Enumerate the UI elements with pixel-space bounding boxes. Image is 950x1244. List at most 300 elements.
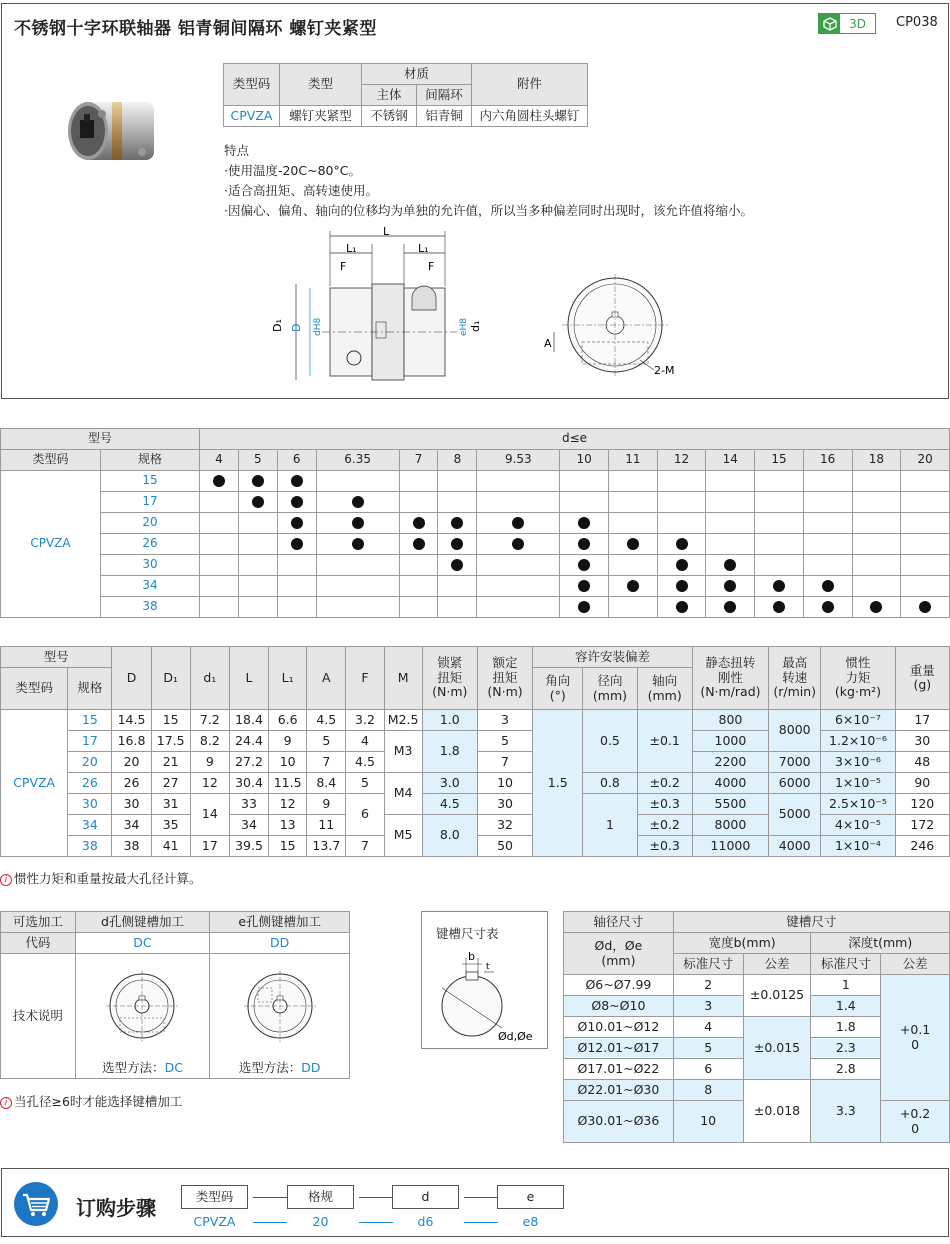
th-tol: 公差 xyxy=(881,954,950,975)
selection-cell xyxy=(438,513,477,534)
spec-size: 17 xyxy=(68,731,112,752)
cube-icon xyxy=(819,14,840,33)
selection-row xyxy=(1,492,950,513)
cell-weight: 30 xyxy=(895,731,949,752)
cell-D: 16.8 xyxy=(112,731,151,752)
selection-row xyxy=(1,597,950,618)
selection-cell xyxy=(560,597,609,618)
cell-D1: 15 xyxy=(151,710,190,731)
sel-dd: DD xyxy=(301,1060,321,1076)
available-dot xyxy=(676,538,688,550)
th-size: 12 xyxy=(657,450,706,471)
cell-D1: 41 xyxy=(151,836,190,857)
cell-D1: 27 xyxy=(151,773,190,794)
th-typecode: 类型码 xyxy=(1,450,101,471)
selection-cell xyxy=(399,576,438,597)
cell-A: 9 xyxy=(307,794,346,815)
selection-cell xyxy=(200,555,239,576)
selection-cell xyxy=(852,555,901,576)
cell-L1: 15 xyxy=(269,836,307,857)
selection-cell xyxy=(609,555,658,576)
body-cell: 不锈钢 xyxy=(362,106,417,127)
page-title: 不锈钢十字环联轴器 铝青铜间隔环 螺钉夹紧型 xyxy=(14,19,377,39)
order-connector xyxy=(359,1222,393,1223)
th-model: 型号 xyxy=(1,429,200,450)
selection-cell xyxy=(803,597,852,618)
cell-L: 34 xyxy=(229,815,268,836)
cell-F: 3.2 xyxy=(346,710,384,731)
dd-keyway-figure xyxy=(240,966,320,1046)
available-dot xyxy=(627,538,639,550)
selection-cell xyxy=(755,534,804,555)
cell-speed: 8000 xyxy=(769,710,821,752)
selection-cell xyxy=(657,513,706,534)
available-dot xyxy=(773,580,785,592)
available-dot xyxy=(213,475,225,487)
cell-d1: 9 xyxy=(190,752,229,773)
order-connector xyxy=(464,1222,498,1223)
cell-t: 2.3 xyxy=(811,1038,881,1059)
cell-A: 11 xyxy=(307,815,346,836)
th-lock-torque: 锁紧 扭矩 (N·m) xyxy=(422,647,477,710)
cell-L: 24.4 xyxy=(229,731,268,752)
cell-shaft: Ø22.01~Ø30 xyxy=(564,1080,674,1101)
selection-cell xyxy=(609,471,658,492)
selection-cell xyxy=(316,492,399,513)
cell-D: 14.5 xyxy=(112,710,151,731)
available-dot xyxy=(822,580,834,592)
selection-cell xyxy=(852,597,901,618)
3d-label: 3D xyxy=(849,16,866,31)
th-rated-torque: 额定 扭矩 (N·m) xyxy=(477,647,532,710)
cell-speed: 5000 xyxy=(769,794,821,836)
selection-cell xyxy=(852,576,901,597)
cell-F: 5 xyxy=(346,773,384,794)
th-size: 14 xyxy=(706,450,755,471)
cell-D1: 35 xyxy=(151,815,190,836)
selection-cell xyxy=(657,597,706,618)
selection-cell xyxy=(901,597,950,618)
type-table xyxy=(223,63,588,127)
cell-stiffness: 5500 xyxy=(692,794,768,815)
order-step-spec: 格规 xyxy=(287,1185,354,1209)
dim-A: A xyxy=(544,337,552,350)
cell-radial: 1 xyxy=(583,794,637,857)
selection-cell xyxy=(399,597,438,618)
order-step-typecode: 类型码 xyxy=(181,1185,248,1209)
available-dot xyxy=(451,517,463,529)
order-value-spec: 20 xyxy=(312,1214,329,1229)
cell-L1: 9 xyxy=(269,731,307,752)
selection-row xyxy=(1,471,950,492)
info-icon: i xyxy=(0,874,12,886)
th-tol: 公差 xyxy=(743,954,811,975)
available-dot xyxy=(822,601,834,613)
cell-L1: 13 xyxy=(269,815,307,836)
cell-lock: 1.8 xyxy=(422,731,477,773)
cell-D: 30 xyxy=(112,794,151,815)
selection-cell xyxy=(277,513,316,534)
cell-F: 4.5 xyxy=(346,752,384,773)
end-view-drawing xyxy=(540,270,690,385)
available-dot xyxy=(676,559,688,571)
selection-cell xyxy=(609,513,658,534)
selection-cell xyxy=(657,555,706,576)
cell-weight: 17 xyxy=(895,710,949,731)
cell-D1: 21 xyxy=(151,752,190,773)
spec-table xyxy=(0,646,950,857)
3d-model-button[interactable] xyxy=(818,13,876,34)
cell-b: 2 xyxy=(673,975,743,996)
th-keyway: 键槽尺寸 xyxy=(673,912,949,933)
th-typecode: 类型码 xyxy=(1,668,68,710)
th-max-speed: 最高 转速 (r/min) xyxy=(769,647,821,710)
dim-L1-right: L₁ xyxy=(418,242,429,255)
size-selection-table xyxy=(0,428,950,618)
selection-cell xyxy=(477,492,560,513)
selection-cell xyxy=(706,597,755,618)
selection-row xyxy=(1,513,950,534)
cell-stiffness: 11000 xyxy=(692,836,768,857)
available-dot xyxy=(578,559,590,571)
selection-cell xyxy=(755,576,804,597)
selection-cell xyxy=(706,471,755,492)
keyway-figure xyxy=(432,948,542,1044)
dc-keyway-figure xyxy=(102,966,182,1046)
cell-shaft: Ø17.01~Ø22 xyxy=(564,1059,674,1080)
th-std: 标准尺寸 xyxy=(811,954,881,975)
cell-D: 38 xyxy=(112,836,151,857)
available-dot xyxy=(291,475,303,487)
dim-de: Ød,Øe xyxy=(498,1030,533,1043)
selection-cell xyxy=(901,471,950,492)
selection-cell xyxy=(316,555,399,576)
spacer-cell: 铝青铜 xyxy=(417,106,472,127)
sel-label: 选型方法： xyxy=(102,1060,165,1076)
th-F: F xyxy=(346,647,384,710)
cell-L1: 11.5 xyxy=(269,773,307,794)
th-weight: 重量 (g) xyxy=(895,647,949,710)
selection-cell xyxy=(706,534,755,555)
keyway-figure-title: 键槽尺寸表 xyxy=(436,926,499,941)
cell-b: 3 xyxy=(673,996,743,1017)
selection-cell xyxy=(657,576,706,597)
spec-size: 30 xyxy=(68,794,112,815)
th-accessory: 附件 xyxy=(472,64,588,106)
selection-row xyxy=(1,576,950,597)
cell-D1: 31 xyxy=(151,794,190,815)
th-std: 标准尺寸 xyxy=(673,954,743,975)
th-size: 7 xyxy=(399,450,438,471)
selection-cell xyxy=(560,471,609,492)
keyway-note xyxy=(0,1092,182,1110)
cell-ttol: +0.2 0 xyxy=(881,1101,950,1143)
cell-inertia: 3×10⁻⁶ xyxy=(821,752,895,773)
selection-cell xyxy=(803,513,852,534)
catalog-code: CP038 xyxy=(896,15,938,30)
cell-t: 3.3 xyxy=(811,1080,881,1143)
th-depth: 深度t(mm) xyxy=(811,933,950,954)
selection-cell xyxy=(706,513,755,534)
cell-stiffness: 800 xyxy=(692,710,768,731)
cell-M: M5 xyxy=(384,815,422,857)
th-shaft: 轴径尺寸 xyxy=(564,912,674,933)
cell-b: 5 xyxy=(673,1038,743,1059)
th-A: A xyxy=(307,647,346,710)
cell-F: 7 xyxy=(346,836,384,857)
feature-item: ·适合高扭矩、高转速使用。 xyxy=(224,183,378,198)
available-dot xyxy=(451,538,463,550)
cell-d1: 8.2 xyxy=(190,731,229,752)
selection-cell xyxy=(238,555,277,576)
selection-cell xyxy=(316,513,399,534)
th-width: 宽度b(mm) xyxy=(673,933,811,954)
order-step-e: e xyxy=(497,1185,564,1209)
dim-F-right: F xyxy=(428,260,435,273)
order-connector xyxy=(253,1222,287,1223)
selection-typecode: CPVZA xyxy=(1,471,101,618)
selection-cell xyxy=(277,555,316,576)
selection-cell xyxy=(238,471,277,492)
selection-cell xyxy=(609,576,658,597)
options-table xyxy=(0,911,350,1079)
cell-btol: ±0.018 xyxy=(743,1080,811,1143)
selection-cell xyxy=(657,534,706,555)
available-dot xyxy=(413,517,425,529)
selection-cell xyxy=(560,576,609,597)
cell-D: 26 xyxy=(112,773,151,794)
inertia-note-text: 惯性力矩和重量按最大孔径计算。 xyxy=(14,871,202,886)
available-dot xyxy=(919,601,931,613)
cell-speed: 7000 xyxy=(769,752,821,773)
available-dot xyxy=(512,538,524,550)
th-material: 材质 xyxy=(362,64,472,85)
selection-cell xyxy=(477,534,560,555)
cell-D1: 17.5 xyxy=(151,731,190,752)
selection-cell xyxy=(755,492,804,513)
features xyxy=(224,141,753,221)
selection-cell xyxy=(200,576,239,597)
selection-spec: 15 xyxy=(101,471,200,492)
cell-stiffness: 2200 xyxy=(692,752,768,773)
th-size: 6.35 xyxy=(316,450,399,471)
selection-cell xyxy=(238,576,277,597)
cell-d1: 14 xyxy=(190,794,229,836)
selection-cell xyxy=(238,513,277,534)
selection-row xyxy=(1,534,950,555)
selection-cell xyxy=(803,492,852,513)
selection-cell xyxy=(706,576,755,597)
th-static-stiffness: 静态扭转 刚性 (N·m/rad) xyxy=(692,647,768,710)
cell-shaft: Ø10.01~Ø12 xyxy=(564,1017,674,1038)
dim-D: D xyxy=(290,323,303,332)
option-dd-desc xyxy=(210,954,350,1079)
available-dot xyxy=(291,517,303,529)
th-optional: 可选加工 xyxy=(1,912,76,933)
type-cell: 螺钉夹紧型 xyxy=(280,106,362,127)
cell-ttol: +0.1 0 xyxy=(881,975,950,1101)
order-connector xyxy=(464,1197,498,1198)
cell-rated: 50 xyxy=(477,836,532,857)
cell-A: 8.4 xyxy=(307,773,346,794)
selection-cell xyxy=(901,513,950,534)
selection-spec: 34 xyxy=(101,576,200,597)
selection-cell xyxy=(657,492,706,513)
available-dot xyxy=(724,580,736,592)
order-connector xyxy=(359,1197,393,1198)
th-body: 主体 xyxy=(362,85,417,106)
cell-rated: 32 xyxy=(477,815,532,836)
th-L: L xyxy=(229,647,268,710)
available-dot xyxy=(627,580,639,592)
cell-L: 39.5 xyxy=(229,836,268,857)
cell-axial: ±0.2 xyxy=(637,815,692,836)
available-dot xyxy=(676,601,688,613)
cell-weight: 48 xyxy=(895,752,949,773)
selection-cell xyxy=(438,576,477,597)
selection-cell xyxy=(901,492,950,513)
cell-L: 30.4 xyxy=(229,773,268,794)
available-dot xyxy=(512,517,524,529)
selection-cell xyxy=(706,492,755,513)
cell-t: 1 xyxy=(811,975,881,996)
selection-cell xyxy=(852,513,901,534)
cell-shaft: Ø8~Ø10 xyxy=(564,996,674,1017)
th-de: Ød，Øe (mm) xyxy=(564,933,674,975)
selection-cell xyxy=(477,555,560,576)
cell-lock: 4.5 xyxy=(422,794,477,815)
th-size: 6 xyxy=(277,450,316,471)
cell-L1: 10 xyxy=(269,752,307,773)
option-dc-desc xyxy=(75,954,210,1079)
th-size: 15 xyxy=(755,450,804,471)
cell-radial: 0.5 xyxy=(583,710,637,773)
cell-A: 5 xyxy=(307,731,346,752)
th-de: d≤e xyxy=(200,429,950,450)
selection-cell xyxy=(901,534,950,555)
selection-cell xyxy=(438,597,477,618)
cell-L1: 12 xyxy=(269,794,307,815)
features-title: 特点 xyxy=(224,143,250,158)
inertia-note xyxy=(0,869,202,887)
side-view-drawing xyxy=(262,226,492,386)
selection-cell xyxy=(277,534,316,555)
cell-lock: 3.0 xyxy=(422,773,477,794)
cell-lock: 1.0 xyxy=(422,710,477,731)
keyway-table xyxy=(563,911,950,1143)
cell-A: 13.7 xyxy=(307,836,346,857)
available-dot xyxy=(291,538,303,550)
selection-cell xyxy=(657,471,706,492)
cell-rated: 7 xyxy=(477,752,532,773)
cell-d1: 17 xyxy=(190,836,229,857)
available-dot xyxy=(724,601,736,613)
dim-2M: 2-M xyxy=(654,364,675,377)
th-size: 8 xyxy=(438,450,477,471)
available-dot xyxy=(870,601,882,613)
feature-item: ·因偏心、偏角、轴向的位移均为单独的允许值，所以当多种偏差同时出现时，该允许值将缩小。 xyxy=(224,203,753,218)
order-value-typecode: CPVZA xyxy=(193,1214,236,1229)
selection-cell xyxy=(755,555,804,576)
available-dot xyxy=(578,538,590,550)
order-value-d: d6 xyxy=(417,1214,434,1229)
selection-cell xyxy=(609,492,658,513)
selection-cell xyxy=(200,597,239,618)
cell-t: 1.8 xyxy=(811,1017,881,1038)
selection-cell xyxy=(438,492,477,513)
cell-A: 4.5 xyxy=(307,710,346,731)
cell-inertia: 6×10⁻⁷ xyxy=(821,710,895,731)
cell-radial: 0.8 xyxy=(583,773,637,794)
th-d-keyway: d孔侧键槽加工 xyxy=(75,912,210,933)
selection-cell xyxy=(755,597,804,618)
selection-cell xyxy=(200,534,239,555)
selection-cell xyxy=(477,576,560,597)
cell-lock: 8.0 xyxy=(422,815,477,857)
cell-L: 33 xyxy=(229,794,268,815)
dim-d1: d₁ xyxy=(469,320,482,332)
selection-cell xyxy=(399,471,438,492)
th-axial: 轴向 (mm) xyxy=(637,668,692,710)
dim-F-left: F xyxy=(340,260,347,273)
spec-size: 20 xyxy=(68,752,112,773)
cell-shaft: Ø12.01~Ø17 xyxy=(564,1038,674,1059)
selection-cell xyxy=(852,534,901,555)
cell-d1: 12 xyxy=(190,773,229,794)
cell-inertia: 4×10⁻⁵ xyxy=(821,815,895,836)
selection-cell xyxy=(399,513,438,534)
cell-rated: 5 xyxy=(477,731,532,752)
selection-cell xyxy=(803,471,852,492)
option-code-dc[interactable]: DC xyxy=(75,933,210,954)
available-dot xyxy=(352,538,364,550)
order-value-e: e8 xyxy=(522,1214,539,1229)
th-d1: d₁ xyxy=(190,647,229,710)
cell-b: 8 xyxy=(673,1080,743,1101)
selection-cell xyxy=(803,555,852,576)
selection-cell xyxy=(277,492,316,513)
th-M: M xyxy=(384,647,422,710)
option-code-dd[interactable]: DD xyxy=(210,933,350,954)
selection-cell xyxy=(477,471,560,492)
cell-angular: 1.5 xyxy=(533,710,583,857)
cell-t: 1.4 xyxy=(811,996,881,1017)
cell-axial: ±0.3 xyxy=(637,794,692,815)
product-photo xyxy=(58,92,162,172)
cell-axial: ±0.2 xyxy=(637,773,692,794)
th-size: 11 xyxy=(609,450,658,471)
selection-cell xyxy=(316,597,399,618)
cell-M: M3 xyxy=(384,731,422,773)
order-step-d: d xyxy=(392,1185,459,1209)
selection-spec: 20 xyxy=(101,513,200,534)
cell-F: 4 xyxy=(346,731,384,752)
keyway-figure-box xyxy=(421,911,548,1049)
sel-label: 选型方法： xyxy=(238,1060,302,1076)
cell-A: 7 xyxy=(307,752,346,773)
cell-L: 27.2 xyxy=(229,752,268,773)
th-spec: 规格 xyxy=(101,450,200,471)
cell-weight: 120 xyxy=(895,794,949,815)
selection-cell xyxy=(399,492,438,513)
selection-cell xyxy=(277,471,316,492)
selection-cell xyxy=(399,555,438,576)
selection-cell xyxy=(560,555,609,576)
keyway-note-text: 当孔径≥6时才能选择键槽加工 xyxy=(14,1094,183,1109)
dim-b: b xyxy=(468,950,475,963)
cell-D: 34 xyxy=(112,815,151,836)
selection-cell xyxy=(477,513,560,534)
